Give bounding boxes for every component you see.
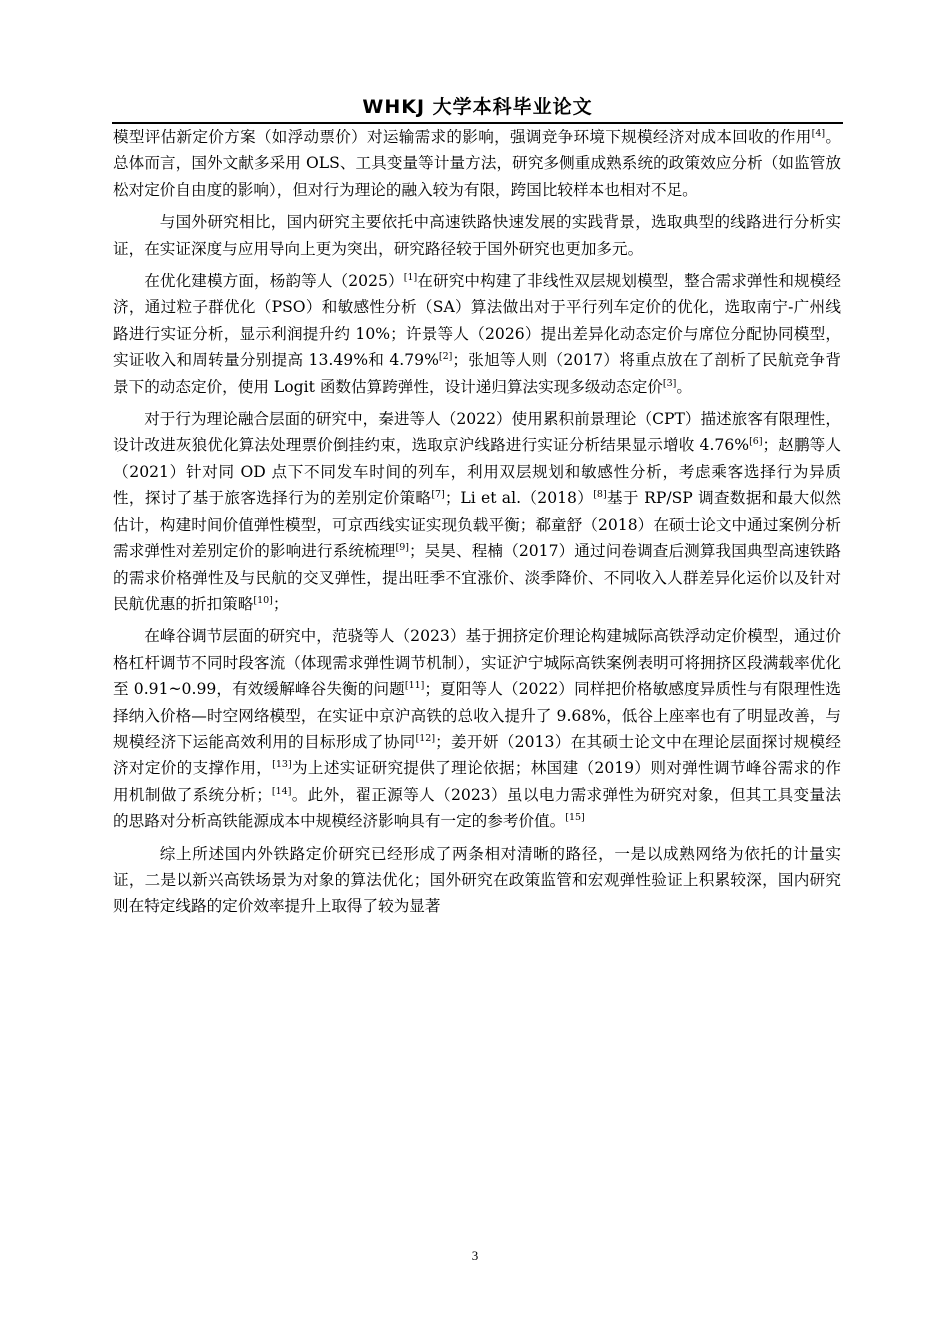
- page-header: [112, 92, 843, 124]
- text-run: ；姜开妍（2013）在其硕士论文中在理论层面探讨规模经济对定价的支撑作用，: [113, 732, 841, 778]
- text-run: 模型评估新定价方案（如浮动票价）对运输需求的影响，强调竞争环境下规模经济对成本回收的作用: [113, 128, 812, 146]
- text-run: 为上述实证研究提供了理论依据；林国建（2019）则对弹性调节峰谷需求的作用机制做了系统分析；: [113, 759, 841, 804]
- citation-marker: [2]: [438, 351, 453, 363]
- text-run: 在优化建模方面，杨韵等人（2025）: [144, 272, 404, 291]
- citation-marker: [8]: [593, 489, 607, 501]
- paragraph-2: [113, 209, 841, 262]
- text-run: 基于 RP/SP 调查数据和最大似然估计，构建时间价值弹性模型，可京西线实证实现负载平衡；郗童舒（2018）在硕士论文中通过案例分析需求弹性对差别定价的影响进行系统梳理: [113, 489, 841, 561]
- citation-marker: [9]: [395, 541, 409, 553]
- text-run: 。: [676, 377, 692, 396]
- paragraph-3: [113, 268, 841, 400]
- paragraph-1: [113, 124, 841, 203]
- citation-marker: [1]: [403, 271, 418, 283]
- citation-marker: [7]: [431, 489, 445, 501]
- header-title: WHKJ 大学本科毕业论文: [362, 96, 593, 118]
- text-run: ；张旭等人则（2017）将重点放在了剖析了民航竞争背景下的动态定价，使用 Logit 函数估算跨弹性，设计递归算法实现多级动态定价: [113, 351, 841, 396]
- body-text: [113, 124, 841, 926]
- text-run: ；赵鹏等人（2021）针对同 OD 点下不同发车时间的列车，利用双层规划和敏感性分析，考虑乘客选择行为异质性，探讨了基于旅客选择行为的差别定价策略: [113, 436, 841, 508]
- page-number: 3: [471, 1248, 479, 1263]
- text-run: 在研究中构建了非线性双层规划模型，整合需求弹性和规模经济，通过粒子群优化（PSO）和敏感性分析（SA）算法做出对于平行列车定价的优化，选取南宁-广州线路进行实证分析，显示利润提升约 10%；许景等人（2026）提出差异化动态定价与席位分配协同模型，实证收入和周转量分别提高 13.49%和 4.79%: [113, 272, 841, 370]
- citation-marker: [6]: [749, 436, 763, 448]
- paragraph-4: [113, 406, 841, 617]
- text-run: 。此外，翟正源等人（2023）虽以电力需求弹性为研究对象，但其工具变量法的思路对分析高铁能源成本中规模经济影响具有一定的参考价值。: [113, 785, 841, 831]
- citation-marker: [12]: [415, 732, 436, 744]
- paragraph-5: [113, 623, 841, 834]
- text-run: 对于行为理论融合层面的研究中，秦进等人（2022）使用累积前景理论（CPT）描述旅客有限理性，设计改进灰狼优化算法处理票价倒挂约束，选取京沪线路进行实证分析结果显示增收 4.76%: [113, 410, 841, 455]
- text-run: 。总体而言，国外文献多采用 OLS、工具变量等计量方法，研究多侧重成熟系统的政策效应分析（如监管放松对定价自由度的影响），但对行为理论的融入较为有限，跨国比较样本也相对不足。: [113, 128, 841, 199]
- text-run: ；Li et al.（2018）: [444, 489, 594, 508]
- citation-marker: [3]: [662, 377, 677, 389]
- text-run: ；: [272, 594, 289, 613]
- text-run: ；吴昊、程楠（2017）通过问卷调查后测算我国典型高速铁路的需求价格弹性及与民航的交叉弹性，提出旺季不宜涨价、淡季降价、不同收入人群差异化运价以及针对民航优惠的折扣策略: [113, 542, 841, 613]
- text-run: ；夏阳等人（2022）同样把价格敏感度异质性与有限理性选择纳入价格—时空网络模型，在实证中京沪高铁的总收入提升了 9.68%，低谷上座率也有了明显改善，与规模经济下运能高效利用的目标形成了协同: [113, 680, 841, 751]
- citation-marker: [15]: [565, 811, 585, 823]
- citation-marker: [14]: [271, 785, 292, 797]
- text-run: 在峰谷调节层面的研究中，范骁等人（2023）基于拥挤定价理论构建城际高铁浮动定价模型，通过价格杠杆调节不同时段客流（体现需求弹性调节机制），实证沪宁城际高铁案例表明可将拥挤区段满载率优化至 0.91~0.99，有效缓解峰谷失衡的问题: [113, 627, 841, 699]
- citation-marker: [10]: [253, 594, 273, 606]
- text-run: 综上所述国内外铁路定价研究已经形成了两条相对清晰的路径，一是以成熟网络为依托的计量实证，二是以新兴高铁场景为对象的算法优化；国外研究在政策监管和宏观弹性验证上积累较深，国内研究则在特定线路的定价效率提升上取得了较为显著: [113, 844, 841, 916]
- text-run: 与国外研究相比，国内研究主要依托中高速铁路快速发展的实践背景，选取典型的线路进行分析实证，在实证深度与应用导向上更为突出，研究路径较于国外研究也更加多元。: [113, 213, 841, 258]
- citation-marker: [11]: [404, 679, 425, 691]
- citation-marker: [4]: [811, 127, 826, 139]
- citation-marker: [13]: [272, 759, 292, 771]
- paragraph-6: [113, 841, 841, 920]
